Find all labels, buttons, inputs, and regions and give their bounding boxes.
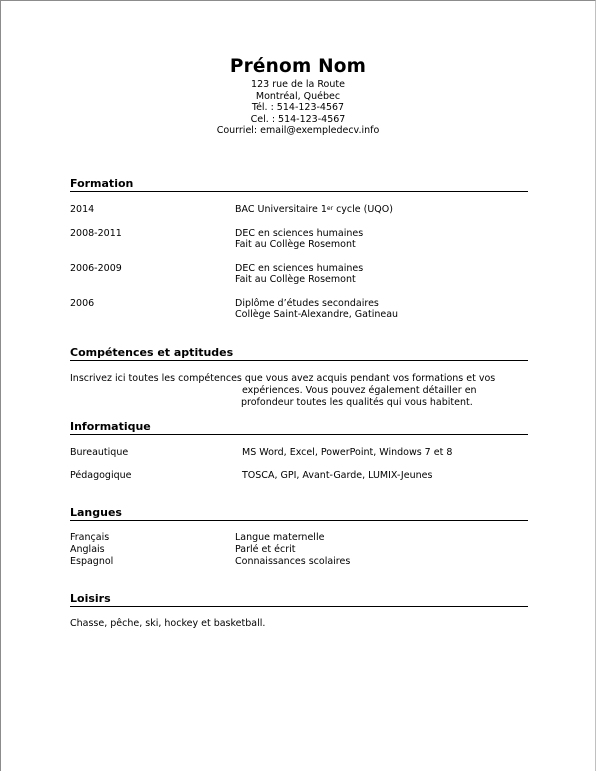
informatique-value: MS Word, Excel, PowerPoint, Windows 7 et 8 <box>242 447 453 458</box>
section-title-competences: Compétences et aptitudes <box>70 346 528 361</box>
section-title-formation: Formation <box>70 177 528 192</box>
formation-degree: Diplôme d’études secondaires <box>235 298 379 309</box>
formation-year: 2008-2011 <box>70 228 122 239</box>
address-line-1: 123 rue de la Route <box>251 79 345 90</box>
email-line: Courriel: email@exempledecv.info <box>216 125 380 136</box>
informatique-value: TOSCA, GPI, Avant-Garde, LUMIX-Jeunes <box>242 470 433 481</box>
formation-degree: DEC en sciences humaines <box>235 263 364 274</box>
formation-school: Fait au Collège Rosemont <box>235 239 356 250</box>
formation-school: Fait au Collège Rosemont <box>235 274 356 285</box>
langue-label: Anglais <box>70 544 105 555</box>
langue-level: Parlé et écrit <box>235 544 296 555</box>
competences-text-line: Inscrivez ici toutes les compétences que vous avez acquis pendant vos formations et vos <box>70 373 496 384</box>
formation-year: 2006 <box>70 298 95 309</box>
formation-degree: DEC en sciences humaines <box>235 228 364 239</box>
address-line-2: Montréal, Québec <box>255 90 341 102</box>
langue-label: Français <box>70 532 110 543</box>
formation-school: Collège Saint-Alexandre, Gatineau <box>235 309 399 320</box>
phone-cel: Cel. : 514-123-4567 <box>250 113 346 125</box>
formation-year: 2014 <box>70 204 95 215</box>
section-title-loisirs: Loisirs <box>70 592 528 607</box>
langue-level: Langue maternelle <box>235 532 325 543</box>
section-title-informatique: Informatique <box>70 420 528 435</box>
informatique-label: Pédagogique <box>70 470 132 481</box>
formation-year: 2006-2009 <box>70 263 122 274</box>
langue-label: Espagnol <box>70 556 114 567</box>
section-title-langues: Langues <box>70 506 528 521</box>
phone-tel: Tél. : 514-123-4567 <box>251 102 345 113</box>
competences-text-line: profondeur toutes les qualités qui vous habitent. <box>241 397 473 408</box>
informatique-label: Bureautique <box>70 447 129 458</box>
cv-header <box>0 55 596 137</box>
formation-degree: BAC Universitaire 1er cycle (UQO) <box>235 204 393 215</box>
langue-level: Connaissances scolaires <box>235 556 351 567</box>
competences-text-line: expériences. Vous pouvez également détailler en <box>242 385 477 396</box>
loisirs-text: Chasse, pêche, ski, hockey et basketball. <box>70 618 266 629</box>
person-name: Prénom Nom <box>229 56 367 77</box>
